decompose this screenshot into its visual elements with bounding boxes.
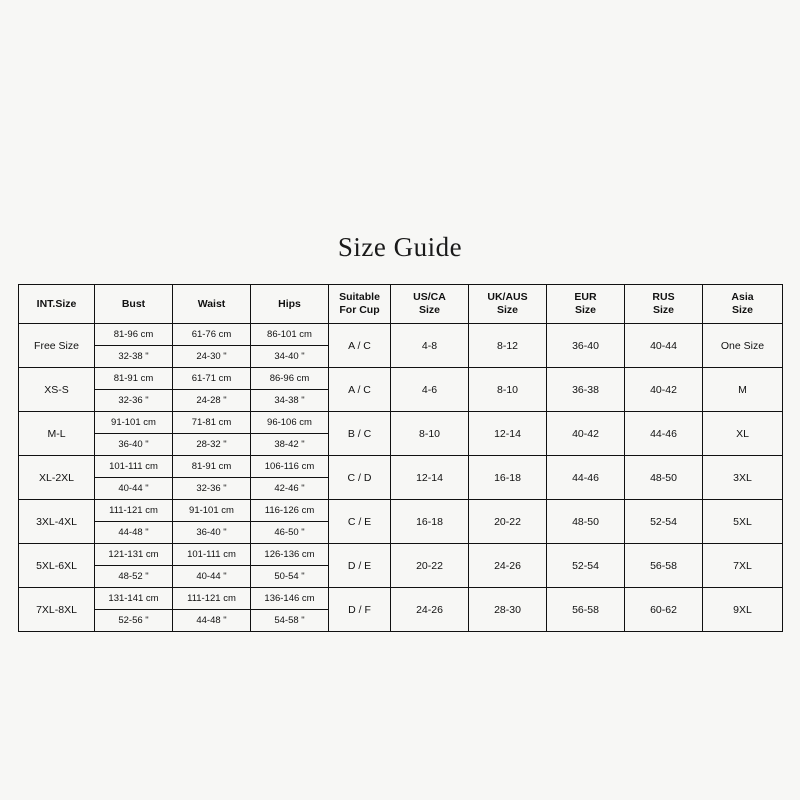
cell-bust-cm: 131-141 cm [95,588,172,610]
table-row [19,324,783,368]
cell-bust-cm: 81-91 cm [95,368,172,390]
cell-bust [95,456,173,500]
cell-rus: 44-46 [625,412,703,456]
cell-rus: 52-54 [625,500,703,544]
column-header-uk-aus-size [469,285,547,324]
cell-hips [251,412,329,456]
cell-asia: 7XL [703,544,783,588]
cell-waist [173,544,251,588]
cell-asia: XL [703,412,783,456]
column-header-suitable-for-cup [329,285,391,324]
column-header-us-ca-size [391,285,469,324]
header-line: RUS [652,291,675,304]
cell-cup: D / F [329,588,391,632]
header-line: Size [496,304,518,316]
cell-hips-inch: 34-38 " [274,395,305,406]
table-header [19,285,783,324]
cell-int-size: M-L [19,412,95,456]
cell-waist-cm: 111-121 cm [173,588,250,610]
cell-cup: C / D [329,456,391,500]
cell-waist [173,500,251,544]
cell-cup: D / E [329,544,391,588]
cell-hips-cm: 136-146 cm [251,588,328,610]
cell-waist-cm: 81-91 cm [173,456,250,478]
cell-us-ca: 4-8 [391,324,469,368]
table-row [19,368,783,412]
cell-bust-inch: 44-48 " [118,527,149,538]
cell-int-size: XS-S [19,368,95,412]
cell-bust-cm: 91-101 cm [95,412,172,434]
cell-waist-cm: 61-71 cm [173,368,250,390]
header-line: Hips [278,297,301,310]
header-line: Suitable [339,291,380,304]
cell-hips-cm: 116-126 cm [251,500,328,522]
header-line: Size [652,304,674,316]
cell-bust [95,500,173,544]
cell-us-ca: 20-22 [391,544,469,588]
cell-hips-cm: 86-101 cm [251,324,328,346]
column-header-rus-size [625,285,703,324]
cell-uk-aus: 8-10 [469,368,547,412]
cell-bust [95,588,173,632]
cell-int-size: 5XL-6XL [19,544,95,588]
cell-hips-cm: 86-96 cm [251,368,328,390]
cell-hips-inch: 50-54 " [274,571,305,582]
cell-bust-cm: 81-96 cm [95,324,172,346]
cell-hips [251,456,329,500]
cell-bust [95,412,173,456]
cell-hips-inch: 38-42 " [274,439,305,450]
cell-waist-cm: 101-111 cm [173,544,250,566]
size-table-wrapper [18,284,782,632]
column-header-hips [251,285,329,324]
cell-int-size: 3XL-4XL [19,500,95,544]
cell-bust-inch: 40-44 " [118,483,149,494]
cell-eur: 52-54 [547,544,625,588]
header-line: Size [418,304,440,316]
cell-cup: A / C [329,368,391,412]
cell-uk-aus: 28-30 [469,588,547,632]
cell-bust-inch: 36-40 " [118,439,149,450]
cell-rus: 40-42 [625,368,703,412]
cell-int-size: 7XL-8XL [19,588,95,632]
cell-waist-cm: 61-76 cm [173,324,250,346]
cell-cup: C / E [329,500,391,544]
size-chart-table [18,284,783,632]
cell-waist-inch: 28-32 " [196,439,227,450]
cell-us-ca: 8-10 [391,412,469,456]
cell-eur: 40-42 [547,412,625,456]
cell-waist [173,368,251,412]
cell-waist-inch: 36-40 " [196,527,227,538]
cell-bust-inch: 52-56 " [118,615,149,626]
header-row [19,285,783,324]
cell-waist [173,412,251,456]
cell-hips [251,324,329,368]
cell-rus: 48-50 [625,456,703,500]
cell-us-ca: 4-6 [391,368,469,412]
table-row [19,588,783,632]
cell-eur: 36-38 [547,368,625,412]
cell-rus: 40-44 [625,324,703,368]
cell-uk-aus: 24-26 [469,544,547,588]
column-header-int-size [19,285,95,324]
cell-waist [173,324,251,368]
table-body [19,324,783,632]
cell-bust-inch: 48-52 " [118,571,149,582]
cell-asia: 9XL [703,588,783,632]
cell-rus: 60-62 [625,588,703,632]
cell-waist-cm: 91-101 cm [173,500,250,522]
cell-asia: 5XL [703,500,783,544]
cell-bust [95,368,173,412]
cell-bust-inch: 32-36 " [118,395,149,406]
header-line: Size [574,304,596,316]
cell-waist-inch: 40-44 " [196,571,227,582]
cell-asia: One Size [703,324,783,368]
cell-us-ca: 12-14 [391,456,469,500]
column-header-waist [173,285,251,324]
cell-waist [173,456,251,500]
cell-uk-aus: 12-14 [469,412,547,456]
cell-bust [95,324,173,368]
cell-bust-cm: 111-121 cm [95,500,172,522]
cell-bust-inch: 32-38 " [118,351,149,362]
cell-waist-inch: 24-30 " [196,351,227,362]
column-header-bust [95,285,173,324]
cell-hips-inch: 34-40 " [274,351,305,362]
cell-eur: 56-58 [547,588,625,632]
cell-hips [251,368,329,412]
table-row [19,500,783,544]
cell-hips-cm: 96-106 cm [251,412,328,434]
cell-hips [251,544,329,588]
header-line: INT.Size [36,297,77,310]
cell-asia: 3XL [703,456,783,500]
cell-eur: 44-46 [547,456,625,500]
header-line: EUR [574,291,597,304]
table-row [19,412,783,456]
cell-uk-aus: 20-22 [469,500,547,544]
cell-hips-inch: 54-58 " [274,615,305,626]
cell-eur: 48-50 [547,500,625,544]
cell-cup: B / C [329,412,391,456]
cell-hips-cm: 126-136 cm [251,544,328,566]
cell-int-size: Free Size [19,324,95,368]
cell-hips [251,500,329,544]
cell-hips-inch: 46-50 " [274,527,305,538]
cell-cup: A / C [329,324,391,368]
cell-waist [173,588,251,632]
header-line: For Cup [339,304,380,316]
cell-us-ca: 24-26 [391,588,469,632]
cell-waist-cm: 71-81 cm [173,412,250,434]
header-line: Waist [197,297,226,310]
page-title: Size Guide [337,232,463,262]
column-header-eur-size [547,285,625,324]
header-line: Size [731,304,753,316]
cell-us-ca: 16-18 [391,500,469,544]
cell-eur: 36-40 [547,324,625,368]
table-row [19,456,783,500]
header-line: Bust [121,297,146,310]
cell-rus: 56-58 [625,544,703,588]
column-header-asia-size [703,285,783,324]
header-line: US/CA [413,291,446,304]
cell-bust [95,544,173,588]
cell-waist-inch: 24-28 " [196,395,227,406]
cell-uk-aus: 8-12 [469,324,547,368]
header-line: UK/AUS [487,291,528,304]
cell-bust-cm: 101-111 cm [95,456,172,478]
cell-hips-inch: 42-46 " [274,483,305,494]
cell-waist-inch: 44-48 " [196,615,227,626]
cell-uk-aus: 16-18 [469,456,547,500]
table-row [19,544,783,588]
cell-asia: M [703,368,783,412]
cell-hips [251,588,329,632]
cell-int-size: XL-2XL [19,456,95,500]
cell-hips-cm: 106-116 cm [251,456,328,478]
header-line: Asia [731,291,754,304]
cell-bust-cm: 121-131 cm [95,544,172,566]
cell-waist-inch: 32-36 " [196,483,227,494]
